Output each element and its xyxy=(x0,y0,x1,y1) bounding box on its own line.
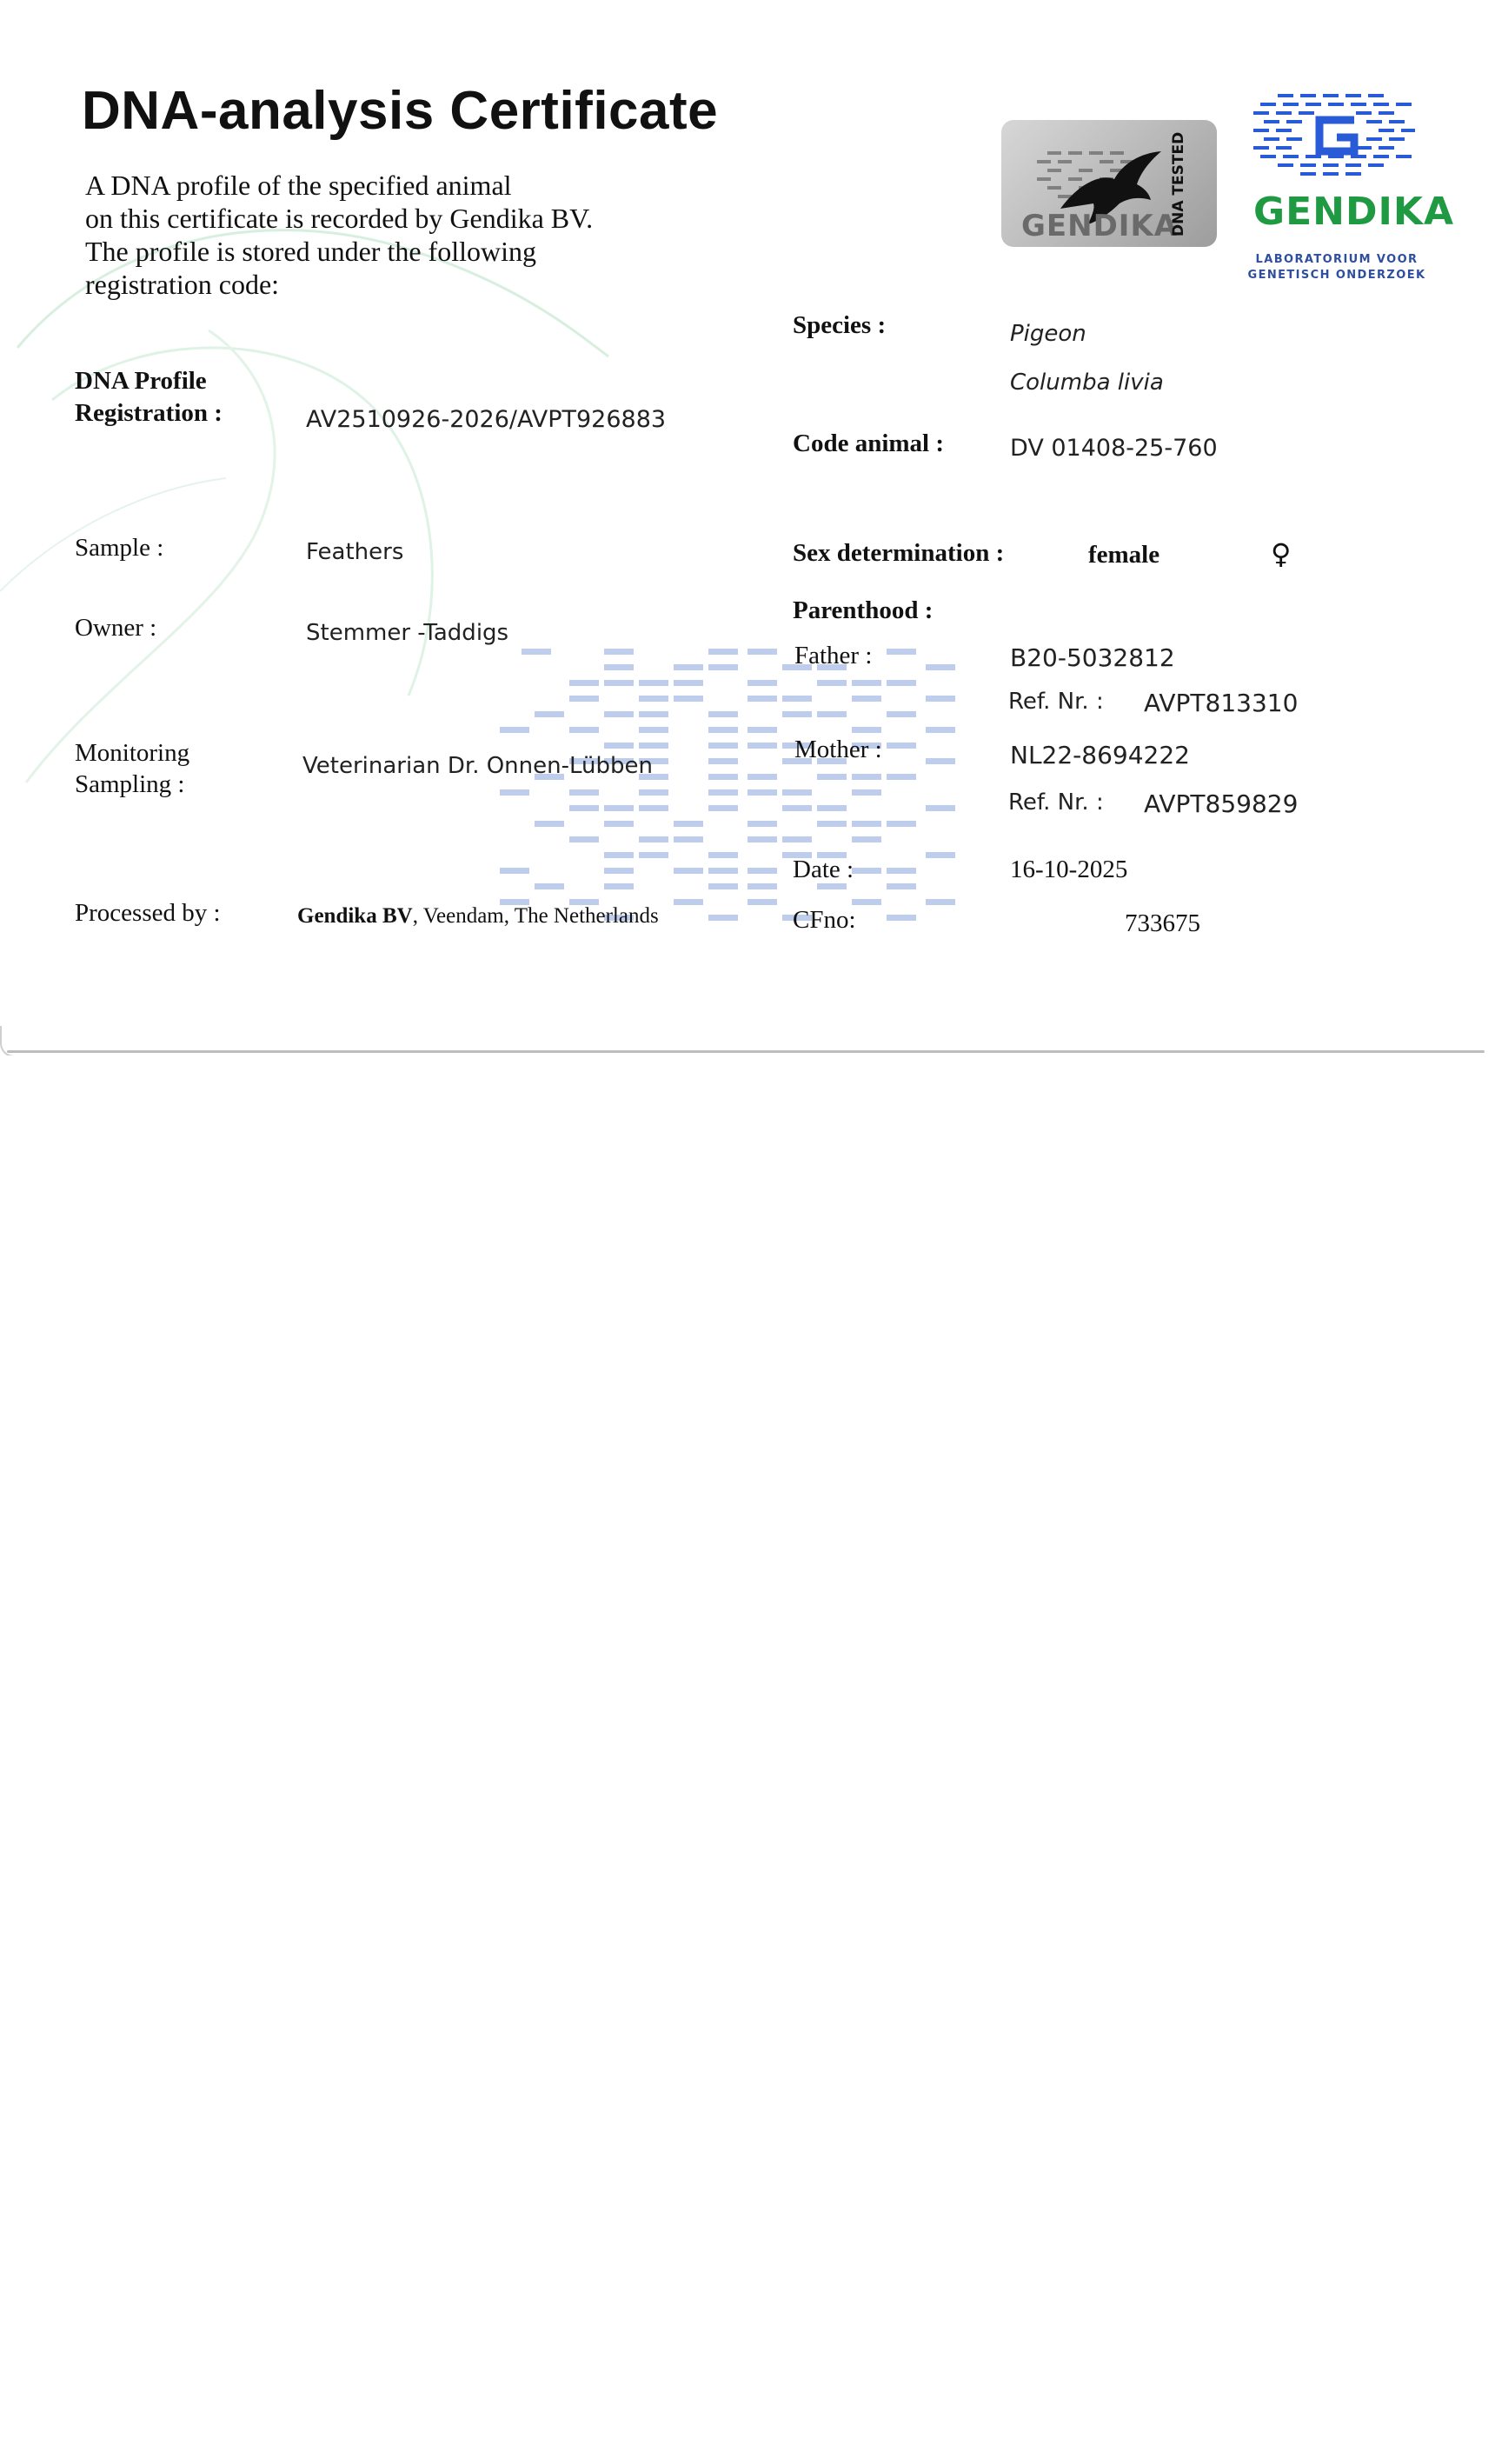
sex-determination-label: Sex determination : xyxy=(793,539,1005,567)
processed-by-value xyxy=(297,904,659,929)
code-animal-label: Code animal : xyxy=(793,430,944,457)
cfno-value: 733675 xyxy=(1125,909,1200,937)
mother-value: NL22-8694222 xyxy=(1010,741,1190,769)
gendika-logo-text: GENDIKA xyxy=(1253,190,1455,234)
date-label: Date : xyxy=(793,856,854,883)
species-value: Pigeon xyxy=(1010,321,1086,347)
owner-value: Stemmer -Taddigs xyxy=(306,620,509,646)
species-latin: Columba livia xyxy=(1010,370,1164,396)
owner-label: Owner : xyxy=(75,614,157,642)
logo-subtitle: GENETISCH ONDERZOEK xyxy=(1247,269,1426,282)
code-animal-value: DV 01408-25-760 xyxy=(1010,435,1218,462)
processed-company: Gendika BV xyxy=(297,904,413,928)
mother-label: Mother : xyxy=(794,736,882,763)
logo-subtitle: LABORATORIUM VOOR xyxy=(1255,253,1419,266)
certificate-card xyxy=(0,0,1495,1056)
intro-line: on this certificate is recorded by Gendika BV. xyxy=(85,203,594,234)
badge-dna-tested-text: DNA TESTED xyxy=(1170,131,1187,237)
intro-line: A DNA profile of the specified animal xyxy=(85,170,512,201)
cfno-label: CFno: xyxy=(793,906,856,934)
processed-by-label: Processed by : xyxy=(75,899,221,927)
mother-ref-value: AVPT859829 xyxy=(1144,789,1299,818)
female-symbol-icon: ♀ xyxy=(1271,537,1292,570)
card-bottom-edge xyxy=(7,1050,1485,1053)
species-label: Species : xyxy=(793,311,887,339)
monitoring-value: Veterinarian Dr. Onnen-Lübben xyxy=(302,753,653,779)
date-value: 16-10-2025 xyxy=(1010,856,1128,883)
sample-label: Sample : xyxy=(75,534,164,562)
monitoring-label: Monitoring xyxy=(75,739,190,767)
certificate-intro xyxy=(85,169,711,301)
father-ref-value: AVPT813310 xyxy=(1144,689,1299,717)
registration-code: AV2510926-2026/AVPT926883 xyxy=(306,406,667,433)
mother-ref-label: Ref. Nr. : xyxy=(1008,789,1104,816)
father-value: B20-5032812 xyxy=(1010,643,1175,672)
certificate-title: DNA-analysis Certificate xyxy=(82,81,719,141)
registration-label: Registration : xyxy=(75,399,223,427)
sex-value: female xyxy=(1088,541,1160,569)
gendika-logo-icon xyxy=(1252,92,1417,186)
sampling-label: Sampling : xyxy=(75,770,185,798)
processed-location: , Veendam, The Netherlands xyxy=(412,904,659,928)
intro-line: registration code: xyxy=(85,269,280,300)
sample-value: Feathers xyxy=(306,539,404,565)
badge-gendika-text: GENDIKA xyxy=(1021,209,1179,243)
intro-line: The profile is stored under the following xyxy=(85,236,536,267)
dna-profile-label: DNA Profile xyxy=(75,367,207,395)
father-label: Father : xyxy=(794,642,873,669)
parenthood-label: Parenthood : xyxy=(793,596,934,624)
father-ref-label: Ref. Nr. : xyxy=(1008,689,1104,715)
